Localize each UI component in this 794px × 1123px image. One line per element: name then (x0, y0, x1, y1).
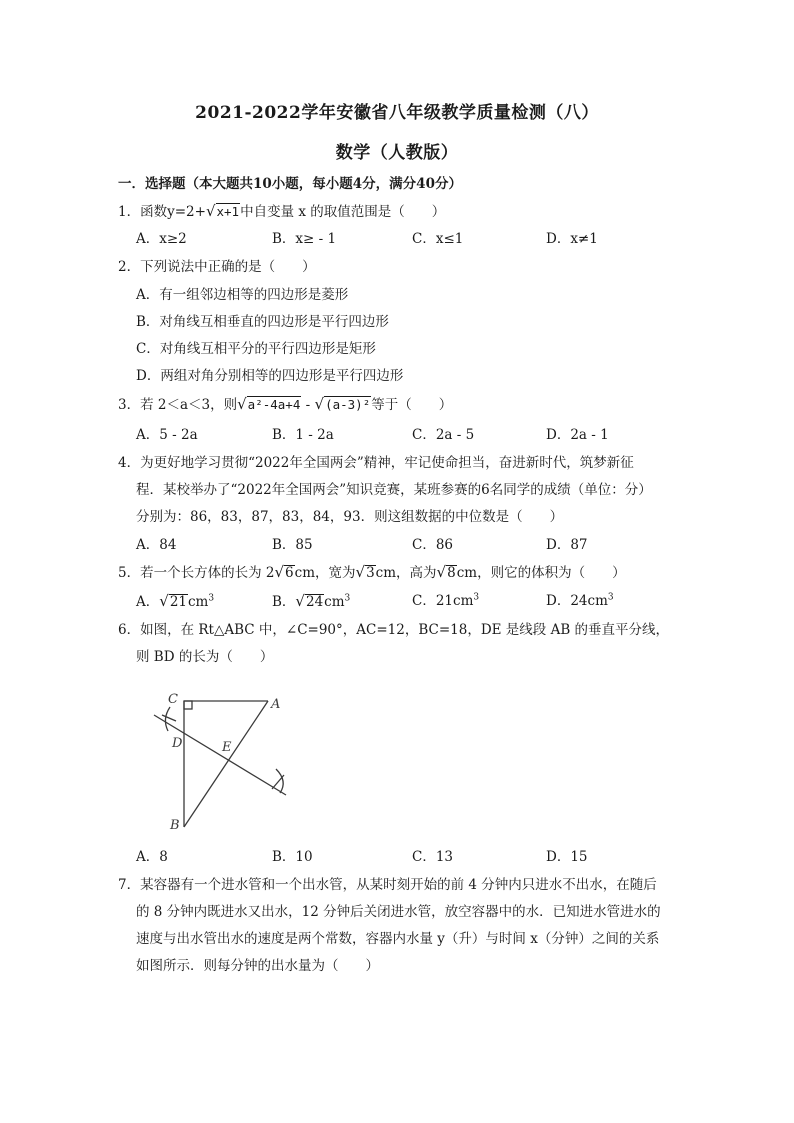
question-3-radicand-2: (a-3)² (325, 397, 371, 412)
question-4-options (136, 536, 696, 554)
option-d-text: D．24cm (546, 593, 608, 609)
radical-sign-icon: √ (274, 563, 285, 581)
segment-ab (184, 701, 268, 827)
question-6-line-1: 6．如图，在 Rt△ABC 中，∠C=90°，AC=12，BC=18，DE 是线段 AB 的垂直平分线， (118, 622, 670, 638)
question-7-line-1: 7．某容器有一个进水管和一个出水管，从某时刻开始的前 4 分钟内只进水不出水，在随后 (118, 877, 657, 893)
radical-sign-icon: √ (159, 592, 169, 610)
page-subtitle: 数学（人教版） (335, 143, 459, 163)
question-1-stem (118, 202, 445, 221)
option-a-label: A． (136, 594, 160, 610)
option-c[interactable]: C．86 (412, 537, 454, 553)
option-c[interactable]: C．13 (412, 849, 454, 865)
option-b-radicand: 24 (305, 594, 324, 610)
question-3-pre: 3．若 2＜a＜3，则 (118, 397, 238, 413)
option-c-text: C．21cm (412, 593, 474, 609)
option-b[interactable]: B．1 - 2a (272, 427, 334, 443)
question-2-stem: 2．下列说法中正确的是（ ） (118, 259, 316, 275)
radical-sign-icon: √ (237, 395, 247, 413)
question-5-width-radicand: 3 (366, 565, 375, 581)
question-5-stem (118, 563, 626, 582)
question-1-pre: 函数y=2+ (140, 204, 206, 220)
option-d[interactable]: D．87 (546, 537, 588, 553)
option-b-unit: cm (324, 594, 345, 610)
question-1-post: 中自变量 x 的取值范围是（ ） (240, 204, 446, 220)
label-d: D (172, 736, 183, 751)
option-a[interactable]: A．5 - 2a (136, 427, 198, 443)
option-d[interactable]: D．x≠1 (546, 231, 598, 247)
perpendicular-bisector-line (154, 715, 286, 795)
radical-sign-icon: √ (314, 395, 325, 413)
question-3-post: 等于（ ） (371, 397, 453, 413)
option-d[interactable]: D．2a - 1 (546, 427, 609, 443)
option-b[interactable]: B．x≥ - 1 (272, 231, 337, 247)
label-e: E (222, 740, 232, 755)
construction-arc-icon (165, 707, 170, 731)
question-7-line-4: 如图所示．则每分钟的出水量为（ ） (136, 958, 379, 974)
question-3-radicand-1: a²-4a+4 (247, 397, 301, 412)
page-title: 2021-2022学年安徽省八年级教学质量检测（八） (195, 103, 599, 123)
radical-sign-icon: √ (355, 563, 366, 581)
question-4-line-2: 程．某校举办了“2022年全国两会”知识竞赛，某班参赛的6名同学的成绩（单位：分） (136, 482, 652, 498)
option-a-unit: cm (188, 594, 209, 610)
question-3-stem (118, 395, 452, 414)
question-7-line-2: 的 8 分钟内既进水又出水，12 分钟后关闭进水管，放空容器中的水．已知进水管进水的 (136, 904, 661, 920)
option-b-label: B． (272, 594, 296, 610)
question-5-height-radicand: 8 (447, 565, 456, 581)
option-a[interactable]: A．x≥2 (136, 231, 187, 247)
option-b[interactable]: B．85 (272, 537, 313, 553)
question-6-line-2: 则 BD 的长为（ ） (136, 649, 274, 665)
question-3-options (136, 426, 696, 444)
option-b-exponent: 3 (344, 593, 351, 604)
option-d[interactable]: D．两组对角分别相等的四边形是平行四边形 (136, 368, 404, 384)
option-c[interactable]: C．2a - 5 (412, 427, 475, 443)
option-a-exponent: 3 (208, 593, 215, 604)
option-b[interactable]: B．10 (272, 849, 313, 865)
option-a[interactable]: A．8 (136, 849, 168, 865)
option-c-exponent: 3 (473, 592, 480, 603)
question-7-line-3: 速度与出水管出水的速度是两个常数，容器内水量 y（升）与时间 x（分钟）之间的关系 (136, 931, 660, 947)
option-d[interactable] (546, 592, 614, 610)
option-c[interactable]: C．对角线互相平分的平行四边形是矩形 (136, 341, 376, 357)
question-5-options (136, 592, 696, 610)
option-b[interactable] (272, 592, 350, 611)
label-b: B (170, 818, 180, 833)
radical-sign-icon: √ (295, 592, 305, 610)
option-a-radicand: 21 (169, 594, 187, 610)
option-d[interactable]: D．15 (546, 849, 588, 865)
question-1-options (136, 230, 696, 248)
question-5-unit-1: cm，宽为 (294, 565, 356, 581)
question-1-number: 1． (118, 204, 141, 220)
option-d-exponent: 3 (607, 592, 614, 603)
option-c[interactable] (412, 592, 479, 610)
option-a[interactable] (136, 592, 214, 611)
question-6-options (136, 848, 696, 866)
option-b[interactable]: B．对角线互相垂直的四边形是平行四边形 (136, 314, 389, 330)
section-heading: 一．选择题（本大题共10小题，每小题4分，满分40分） (118, 176, 462, 192)
question-4-line-1: 4．为更好地学习贯彻“2022年全国两会”精神，牢记使命担当，奋进新时代，筑梦新征 (118, 455, 634, 471)
radical-sign-icon: √ (205, 202, 216, 220)
option-a[interactable]: A．84 (136, 537, 177, 553)
label-a: A (271, 697, 281, 712)
triangle-figure (140, 685, 300, 835)
option-c[interactable]: C．x≤1 (412, 231, 464, 247)
question-5-length-radicand: 6 (285, 565, 294, 581)
radical-sign-icon: √ (436, 563, 447, 581)
option-a[interactable]: A．有一组邻边相等的四边形是菱形 (136, 287, 349, 303)
question-5-post: cm，则它的体积为（ ） (456, 565, 626, 581)
construction-arc-icon (162, 715, 176, 721)
right-angle-mark-icon (184, 701, 192, 709)
question-4-line-3: 分别为：86，83，87，83，84，93．则这组数据的中位数是（ ） (136, 509, 564, 525)
question-1-radicand: x+1 (216, 204, 240, 219)
question-5-unit-2: cm，高为 (375, 565, 437, 581)
label-c: C (168, 692, 178, 707)
question-3-minus: - (301, 397, 315, 413)
question-5-pre: 5．若一个长方体的长为 2 (118, 565, 275, 581)
